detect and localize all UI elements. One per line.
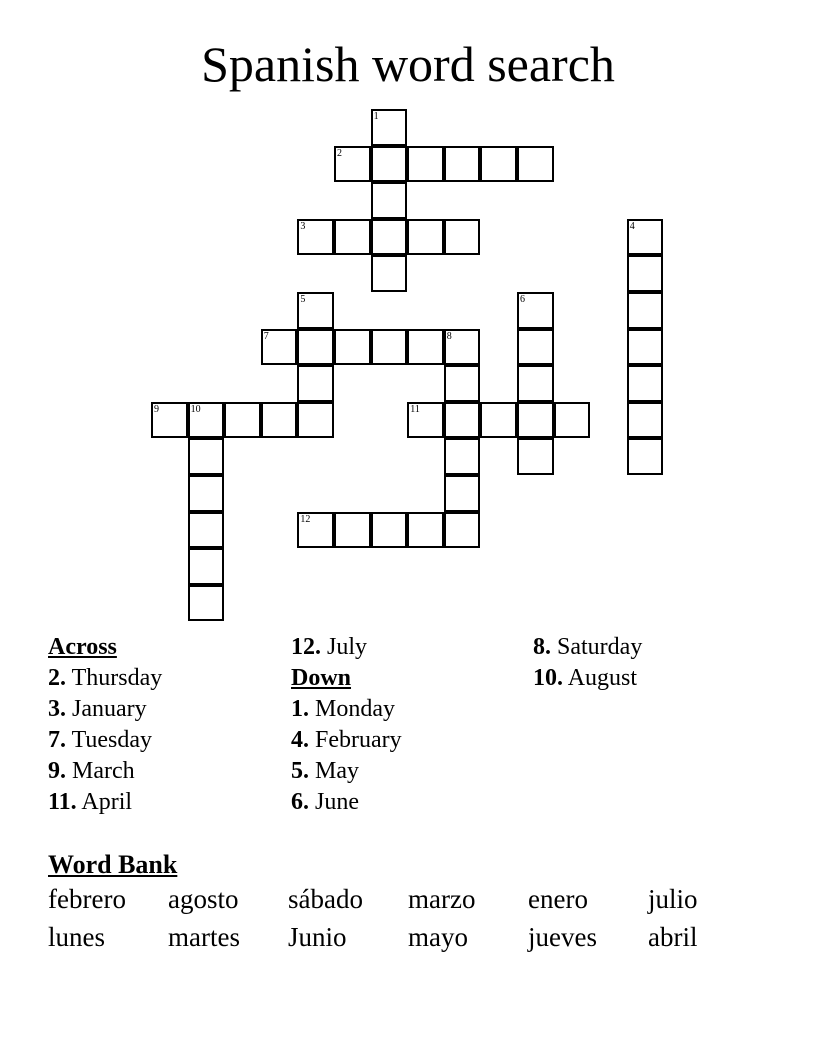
grid-cell[interactable] [627, 255, 664, 292]
grid-cell[interactable] [188, 548, 225, 585]
across-heading: Across [48, 634, 117, 660]
grid-cell[interactable] [444, 438, 481, 475]
grid-cell[interactable] [188, 585, 225, 622]
clue-number: 2 [337, 147, 342, 159]
clue-across-3: 3. January [48, 696, 147, 722]
clues-column-2 [291, 632, 402, 818]
word-bank-word: abril [648, 922, 698, 952]
grid-cell[interactable] [407, 146, 444, 183]
grid-cell[interactable] [627, 292, 664, 329]
grid-cell[interactable] [407, 402, 444, 439]
grid-cell[interactable] [188, 438, 225, 475]
page-title: Spanish word search [201, 36, 615, 92]
clue-number: 9 [154, 403, 159, 415]
clue-number: 8 [446, 330, 452, 342]
clue-number: 6 [520, 294, 525, 305]
grid-cell[interactable] [151, 402, 188, 439]
grid-cell[interactable] [297, 365, 334, 402]
word-bank-word: Junio [288, 922, 347, 952]
clue-down-4: 4. February [291, 727, 402, 753]
clue-across-11: 11. April [48, 789, 133, 815]
grid-cell[interactable] [407, 512, 444, 549]
word-bank-heading: Word Bank [48, 850, 178, 879]
grid-cell[interactable] [334, 329, 371, 366]
grid-cell[interactable] [627, 329, 664, 366]
clue-number: 7 [263, 330, 269, 342]
grid-cell[interactable] [517, 402, 554, 439]
grid-cell[interactable] [297, 219, 334, 256]
grid-cell[interactable] [517, 329, 554, 366]
word-bank-word: julio [648, 884, 698, 914]
word-bank-word: lunes [48, 922, 105, 952]
grid-cell[interactable] [480, 146, 517, 183]
grid-cell[interactable] [188, 475, 225, 512]
grid-cell[interactable] [371, 182, 408, 219]
clue-number: 1 [373, 111, 379, 122]
grid-cell[interactable] [371, 255, 408, 292]
grid-cell[interactable] [371, 329, 408, 366]
grid-cell[interactable] [444, 146, 481, 183]
grid-cell[interactable] [627, 402, 664, 439]
grid-cell[interactable] [444, 365, 481, 402]
clue-across-7: 7. Tuesday [48, 727, 153, 753]
grid-cell[interactable] [517, 365, 554, 402]
clue-number: 12 [300, 513, 311, 525]
word-bank-word: martes [168, 922, 240, 952]
grid-cell[interactable] [297, 329, 334, 366]
clue-down-5: 5. May [291, 758, 359, 784]
clue-number: 5 [300, 294, 306, 305]
grid-cell[interactable] [627, 365, 664, 402]
word-bank-word: sábado [288, 884, 363, 914]
grid-cell[interactable] [371, 146, 408, 183]
grid-cell[interactable] [480, 402, 517, 439]
grid-cell[interactable] [297, 402, 334, 439]
grid-cell[interactable] [334, 146, 371, 183]
grid-cell[interactable] [444, 402, 481, 439]
clues-column-1 [48, 632, 162, 818]
grid-cell[interactable] [371, 109, 408, 146]
grid-cell[interactable] [444, 219, 481, 256]
grid-cell[interactable] [407, 329, 444, 366]
grid-cell[interactable] [371, 219, 408, 256]
grid-cell[interactable] [444, 512, 481, 549]
clues-column-3 [533, 632, 642, 694]
down-heading: Down [291, 665, 352, 691]
grid-cell[interactable] [224, 402, 261, 439]
grid-cell[interactable] [444, 475, 481, 512]
grid-cell[interactable] [334, 219, 371, 256]
grid-cell[interactable] [371, 512, 408, 549]
grid-cell[interactable] [517, 438, 554, 475]
clue-down-1: 1. Monday [291, 696, 395, 722]
clue-number: 10 [190, 403, 201, 415]
grid-cell[interactable] [297, 512, 334, 549]
grid-cell[interactable] [188, 402, 225, 439]
clue-down-8: 8. Saturday [533, 634, 643, 660]
clue-number: 3 [300, 220, 306, 232]
clue-number: 4 [629, 220, 635, 232]
grid-cell[interactable] [627, 438, 664, 475]
word-bank-word: mayo [408, 922, 468, 952]
word-bank-word: agosto [168, 884, 239, 914]
clue-across-2: 2. Thursday [48, 665, 163, 691]
clue-across-12: 12. July [291, 634, 368, 660]
grid-cell[interactable] [444, 329, 481, 366]
grid-cell[interactable] [517, 146, 554, 183]
grid-cell[interactable] [334, 512, 371, 549]
grid-cell[interactable] [627, 219, 664, 256]
clue-down-6: 6. June [291, 789, 359, 815]
clue-across-9: 9. March [48, 758, 135, 784]
clue-number: 11 [410, 403, 420, 415]
grid-cell[interactable] [188, 512, 225, 549]
word-bank-word: enero [528, 884, 588, 914]
grid-cell[interactable] [261, 329, 298, 366]
word-bank-word: jueves [528, 922, 597, 952]
word-bank-word: marzo [408, 884, 476, 914]
grid-cell[interactable] [297, 292, 334, 329]
grid-cell[interactable] [261, 402, 298, 439]
grid-cell[interactable] [554, 402, 591, 439]
word-bank-word: febrero [48, 884, 126, 914]
grid-cell[interactable] [407, 219, 444, 256]
clue-down-10: 10. August [533, 665, 638, 691]
grid-cell[interactable] [517, 292, 554, 329]
